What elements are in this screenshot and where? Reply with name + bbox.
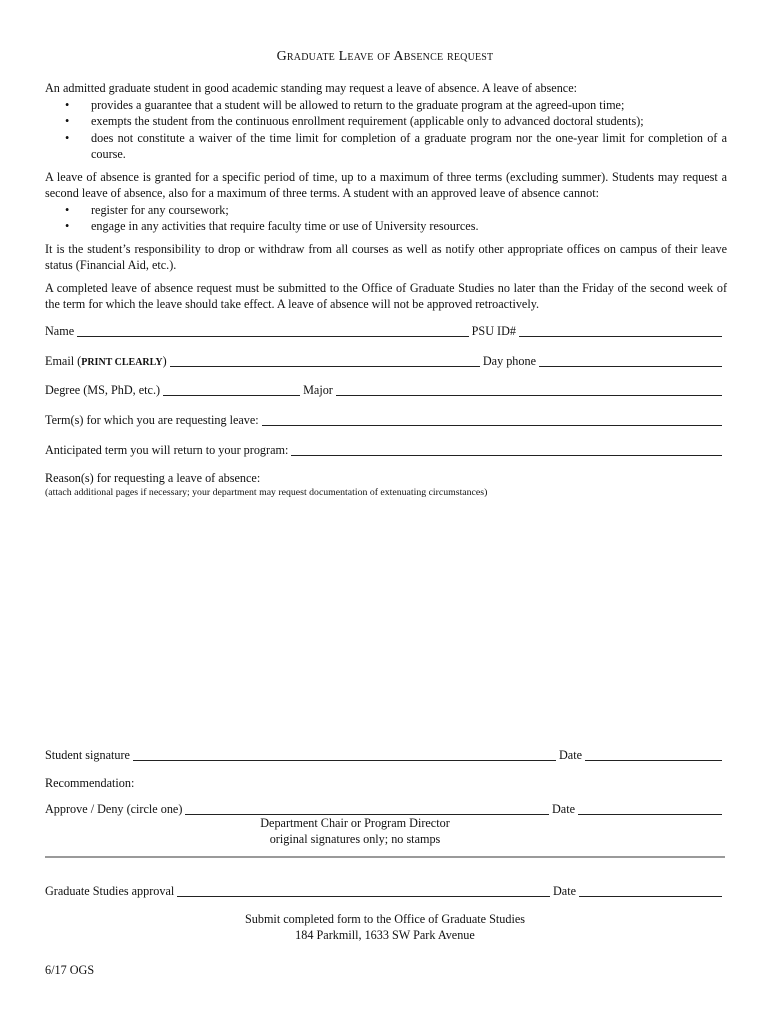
form-version: 6/17 OGS bbox=[45, 963, 95, 977]
psu-id-label: PSU ID# bbox=[471, 324, 516, 338]
return-term-field[interactable] bbox=[291, 443, 722, 456]
return-term-row bbox=[45, 441, 725, 458]
terms-label: Term(s) for which you are requesting leave: bbox=[45, 413, 259, 427]
date-label: Date bbox=[551, 802, 575, 816]
degree-label: Degree (MS, PhD, etc.) bbox=[45, 383, 161, 397]
date-label: Date bbox=[558, 748, 582, 762]
grad-approval-row bbox=[45, 882, 725, 899]
student-signature-field[interactable] bbox=[133, 748, 556, 761]
intro-paragraph-3: It is the student’s responsibility to drop or withdraw from all courses as well as notify other appropriate offices on campus of their leave status (Financial Aid, etc.). bbox=[45, 241, 727, 272]
leave-benefits-list bbox=[45, 97, 727, 163]
terms-field[interactable] bbox=[262, 413, 722, 426]
print-clearly-note: PRINT CLEARLY bbox=[81, 357, 163, 368]
degree-field[interactable] bbox=[163, 383, 300, 396]
day-phone-label: Day phone bbox=[482, 354, 536, 368]
chair-date-field[interactable] bbox=[578, 802, 722, 815]
student-date-field[interactable] bbox=[585, 748, 722, 761]
approve-deny-row bbox=[45, 800, 725, 817]
bullet-icon: • bbox=[65, 97, 70, 112]
page-title: Graduate Leave of Absence request bbox=[276, 49, 494, 64]
chair-caption-2: original signatures only; no stamps bbox=[269, 832, 441, 846]
bullet-icon: • bbox=[65, 130, 70, 145]
list-item: • exempts the student from the continuous enrollment requirement (applicable only to advanced doctoral students); bbox=[65, 114, 644, 128]
submit-line-1: Submit completed form to the Office of Graduate Studies bbox=[244, 912, 526, 926]
psu-id-field[interactable] bbox=[519, 324, 722, 337]
leave-restrictions-list bbox=[45, 202, 727, 235]
list-item: • does not constitute a waiver of the time limit for completion of a graduate program nor the one-year limit for completion of a course. bbox=[65, 130, 727, 161]
degree-row bbox=[45, 381, 725, 398]
student-signature-row bbox=[45, 746, 725, 763]
reasons-label: Reason(s) for requesting a leave of absence: bbox=[45, 471, 261, 485]
list-item: • register for any coursework; bbox=[65, 202, 229, 217]
major-field[interactable] bbox=[336, 383, 722, 396]
intro-paragraph-1: An admitted graduate student in good academic standing may request a leave of absence. A leave of absence: bbox=[45, 81, 577, 95]
submit-line-2: 184 Parkmill, 1633 SW Park Avenue bbox=[295, 928, 475, 942]
approve-deny-label: Approve / Deny (circle one) bbox=[45, 802, 183, 816]
section-divider bbox=[45, 856, 725, 858]
terms-row bbox=[45, 411, 725, 428]
grad-approval-field[interactable] bbox=[177, 884, 550, 897]
bullet-icon: • bbox=[65, 219, 70, 233]
day-phone-field[interactable] bbox=[539, 354, 722, 367]
student-signature-label: Student signature bbox=[45, 748, 130, 762]
date-label: Date bbox=[552, 884, 576, 898]
return-term-label: Anticipated term you will return to your program: bbox=[45, 443, 289, 457]
intro-paragraph-4: A completed leave of absence request must be submitted to the Office of Graduate Studies no later than the Friday of the second week of the term for which the leave should take effect. A leave of absence will not be approved retroactively. bbox=[45, 280, 727, 311]
intro-paragraph-2: A leave of absence is granted for a specific period of time, up to a maximum of three terms (excluding summer). Students may request a second leave of absence, also for a maximum of three terms. A student with an approved leave of absence cannot: bbox=[45, 169, 727, 200]
name-field[interactable] bbox=[77, 324, 469, 337]
grad-approval-label: Graduate Studies approval bbox=[45, 884, 175, 898]
chair-caption-1: Department Chair or Program Director bbox=[260, 816, 450, 830]
email-field[interactable] bbox=[170, 354, 480, 367]
reasons-area[interactable] bbox=[45, 505, 725, 735]
email-row bbox=[45, 352, 725, 369]
list-item: • provides a guarantee that a student will be allowed to return to the graduate program at the agreed-upon time; bbox=[65, 97, 625, 112]
recommendation-label: Recommendation: bbox=[45, 776, 135, 790]
major-label: Major bbox=[303, 383, 333, 397]
list-item: • engage in any activities that require faculty time or use of University resources. bbox=[65, 219, 479, 233]
grad-date-field[interactable] bbox=[579, 884, 722, 897]
name-row bbox=[45, 322, 725, 339]
bullet-icon: • bbox=[65, 202, 70, 217]
intro-section bbox=[45, 80, 727, 313]
chair-signature-field[interactable] bbox=[185, 802, 549, 815]
bullet-icon: • bbox=[65, 114, 70, 128]
name-label: Name bbox=[45, 324, 75, 338]
email-label: Email (PRINT CLEARLY) bbox=[45, 354, 167, 368]
reasons-note: (attach additional pages if necessary; your department may request documentation of extenuating circumstances) bbox=[45, 487, 488, 498]
